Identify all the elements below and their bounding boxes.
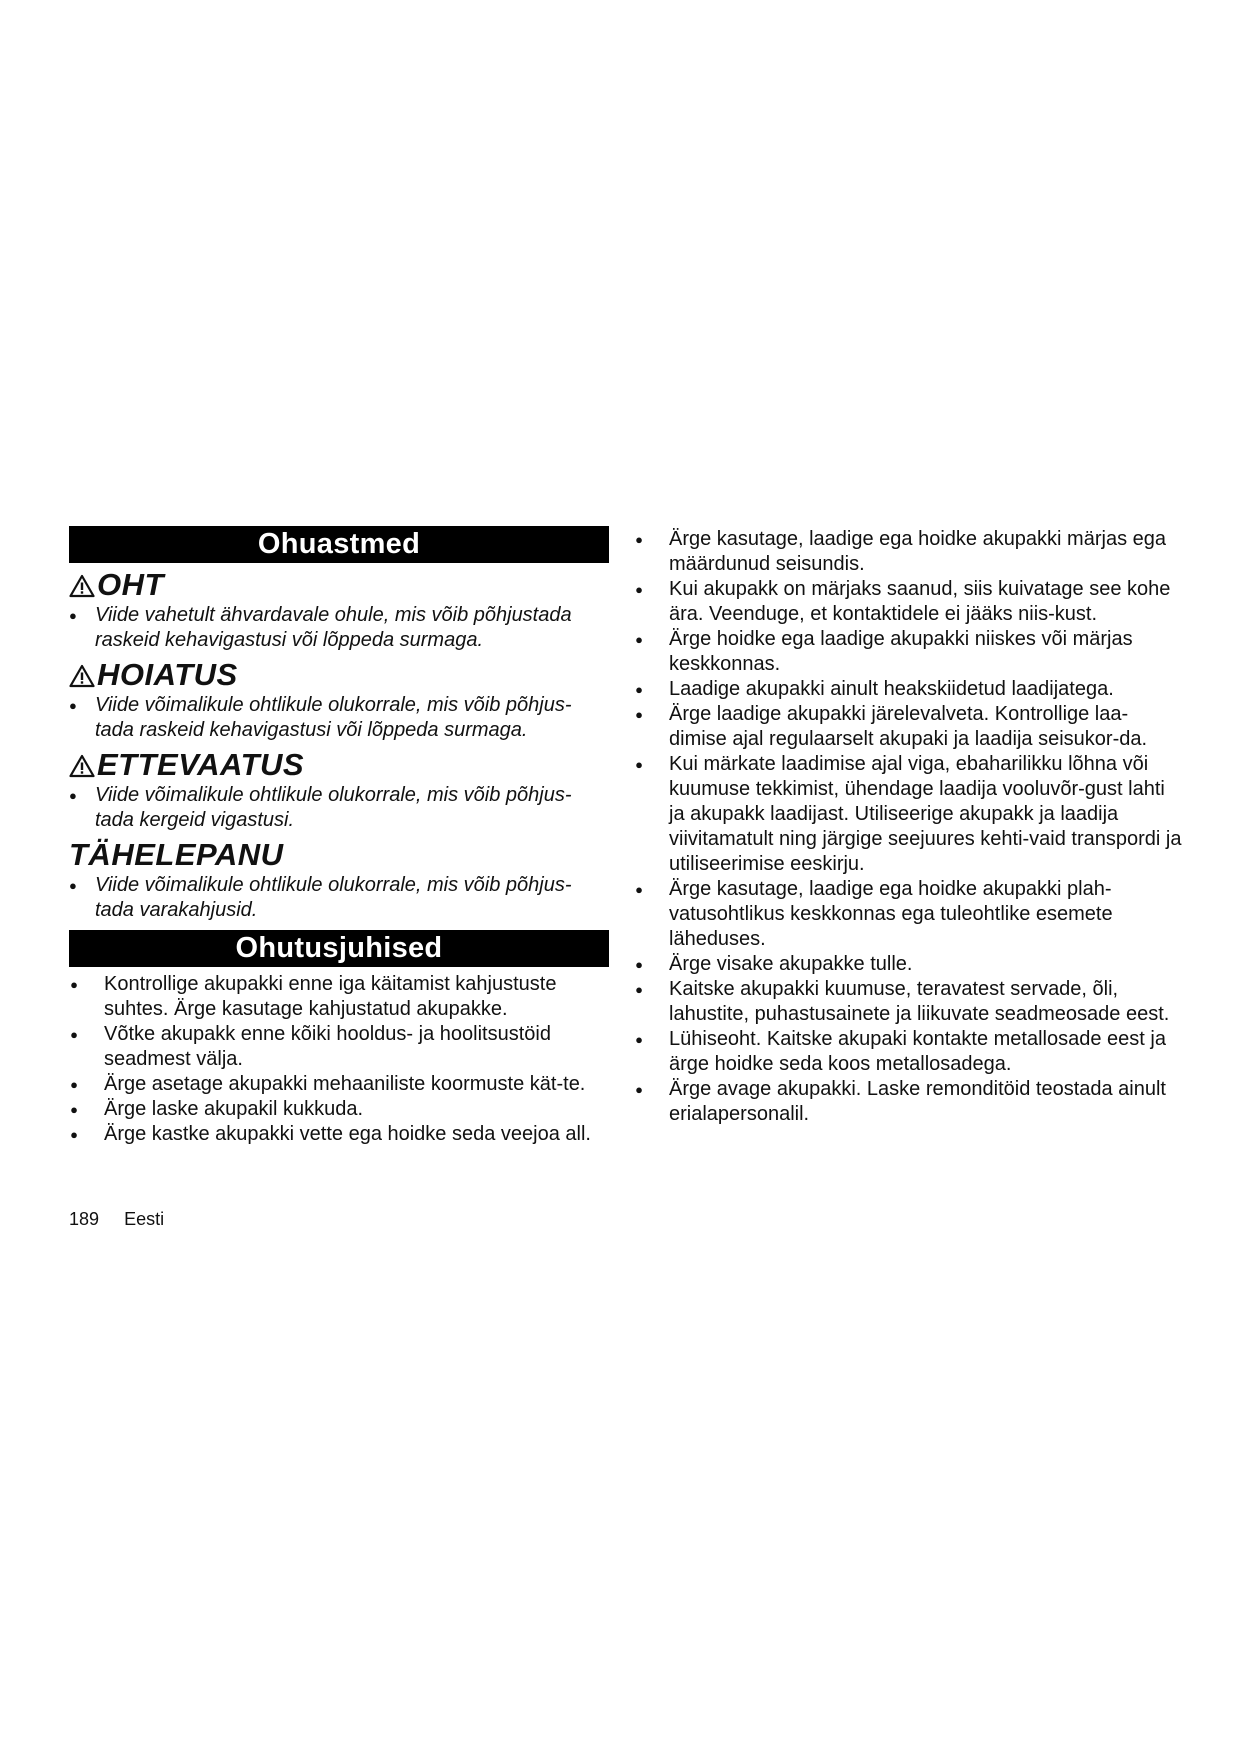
warning-heading-text: HOIATUS xyxy=(97,657,238,692)
bullet-icon: ● xyxy=(70,977,78,992)
bullet-icon: ● xyxy=(70,1127,78,1142)
list-item xyxy=(634,627,1182,677)
list-item xyxy=(634,1027,1182,1077)
list-item xyxy=(69,1122,609,1147)
right-column xyxy=(634,527,1182,1127)
bullet-icon: ● xyxy=(635,1082,643,1097)
warning-heading xyxy=(69,567,609,603)
left-column xyxy=(69,526,609,1147)
bullet-icon: ● xyxy=(70,1102,78,1117)
list-item-text: Kui märkate laadimise ajal viga, ebaharilikku lõhna või kuumuse tekkimist, ühendage laadija vooluvõr-gust lahti ja akupakk laadijast. Utiliseerige akupakk ja laadija viivitamatult ning järgige seejuures kehti-vaid transpordi ja utiliseerimise eeskirju. xyxy=(669,753,1182,875)
safety-instructions-list xyxy=(69,972,609,1147)
list-item-text: Ärge laadige akupakki järelevalveta. Kontrollige laa-dimise ajal regulaarselt akupaki ja laadija seisukor-da. xyxy=(669,703,1148,750)
list-item xyxy=(69,1022,609,1072)
bullet-icon: ● xyxy=(635,757,643,772)
bullet-icon: ● xyxy=(69,878,77,893)
bullet-icon: ● xyxy=(635,632,643,647)
list-item xyxy=(69,972,609,1022)
warning-heading-text: TÄHELEPANU xyxy=(69,837,284,872)
list-item xyxy=(634,1077,1182,1127)
list-item-text: Ärge asetage akupakki mehaaniliste koormuste kät-te. xyxy=(104,1073,586,1095)
list-item-text: Võtke akupakk enne kõiki hooldus- ja hoolitsustöid seadmest välja. xyxy=(104,1023,551,1070)
safety-instructions-list-continued xyxy=(634,527,1182,1127)
warning-triangle-icon xyxy=(69,664,95,688)
page-number: 189 xyxy=(69,1209,100,1229)
bullet-icon: ● xyxy=(635,582,643,597)
warning-heading xyxy=(69,657,609,693)
list-item xyxy=(634,702,1182,752)
warning-description xyxy=(69,603,609,653)
list-item xyxy=(69,1097,609,1122)
warning-triangle-icon xyxy=(69,754,95,778)
list-item-text: Ärge kasutage, laadige ega hoidke akupakki märjas ega määrdunud seisundis. xyxy=(669,528,1166,575)
warning-triangle-icon xyxy=(69,574,95,598)
list-item-text: Kaitske akupakki kuumuse, teravatest servade, õli, lahustite, puhastusainete ja liikuvate seadmeosade eest. xyxy=(669,978,1170,1025)
list-item xyxy=(634,577,1182,627)
list-item-text: Ärge avage akupakki. Laske remonditöid teostada ainult erialapersonalil. xyxy=(669,1078,1166,1125)
warning-description-text: Viide võimalikule ohtlikule olukorrale, mis võib põhjus-tada raskeid kehavigastusi või lõppeda surmaga. xyxy=(95,694,572,741)
list-item-text: Ärge kastke akupakki vette ega hoidke seda veejoa all. xyxy=(104,1123,591,1145)
list-item xyxy=(634,527,1182,577)
warning-heading xyxy=(69,747,609,783)
list-item-text: Laadige akupakki ainult heakskiidetud laadijatega. xyxy=(669,678,1114,700)
bullet-icon: ● xyxy=(69,698,77,713)
list-item-text: Kui akupakk on märjaks saanud, siis kuivatage see kohe ära. Veenduge, et kontaktidele ei jääks niis-kust. xyxy=(669,578,1171,625)
bullet-icon: ● xyxy=(70,1077,78,1092)
list-item-text: Lühiseoht. Kaitske akupaki kontakte metallosade eest ja ärge hoidke seda koos metallosadega. xyxy=(669,1028,1166,1075)
bullet-icon: ● xyxy=(635,882,643,897)
list-item xyxy=(69,1072,609,1097)
list-item xyxy=(634,877,1182,952)
section-title-ohutusjuhised: Ohutusjuhised xyxy=(69,930,609,967)
warnings-block xyxy=(69,567,609,923)
warning-heading xyxy=(69,837,609,873)
warning-description-text: Viide võimalikule ohtlikule olukorrale, mis võib põhjus-tada varakahjusid. xyxy=(95,874,572,921)
warning-description-text: Viide võimalikule ohtlikule olukorrale, mis võib põhjus-tada kergeid vigastusi. xyxy=(95,784,572,831)
list-item xyxy=(634,752,1182,877)
list-item-text: Kontrollige akupakki enne iga käitamist kahjustuste suhtes. Ärge kasutage kahjustatud akupakke. xyxy=(104,973,557,1020)
list-item-text: Ärge laske akupakil kukkuda. xyxy=(104,1098,364,1120)
list-item-text: Ärge hoidke ega laadige akupakki niiskes või märjas keskkonnas. xyxy=(669,628,1133,675)
warning-description-text: Viide vahetult ähvardavale ohule, mis võib põhjustada raskeid kehavigastusi või lõppeda surmaga. xyxy=(95,604,572,651)
bullet-icon: ● xyxy=(635,682,643,697)
language-label: Eesti xyxy=(124,1209,165,1229)
bullet-icon: ● xyxy=(70,1027,78,1042)
bullet-icon: ● xyxy=(635,957,643,972)
warning-heading-text: OHT xyxy=(97,567,164,602)
list-item xyxy=(634,952,1182,977)
warning-description xyxy=(69,693,609,743)
list-item xyxy=(634,977,1182,1027)
page-footer xyxy=(69,1208,164,1230)
bullet-icon: ● xyxy=(635,707,643,722)
bullet-icon: ● xyxy=(635,982,643,997)
list-item-text: Ärge visake akupakke tulle. xyxy=(669,953,913,975)
bullet-icon: ● xyxy=(635,1032,643,1047)
warning-description xyxy=(69,873,609,923)
warning-description xyxy=(69,783,609,833)
section-title-ohuastmed: Ohuastmed xyxy=(69,526,609,563)
bullet-icon: ● xyxy=(69,788,77,803)
bullet-icon: ● xyxy=(69,608,77,623)
bullet-icon: ● xyxy=(635,532,643,547)
list-item-text: Ärge kasutage, laadige ega hoidke akupakki plah-vatusohtlikus keskkonnas ega tuleohtlike esemete läheduses. xyxy=(669,878,1113,950)
warning-heading-text: ETTEVAATUS xyxy=(97,747,305,782)
list-item xyxy=(634,677,1182,702)
